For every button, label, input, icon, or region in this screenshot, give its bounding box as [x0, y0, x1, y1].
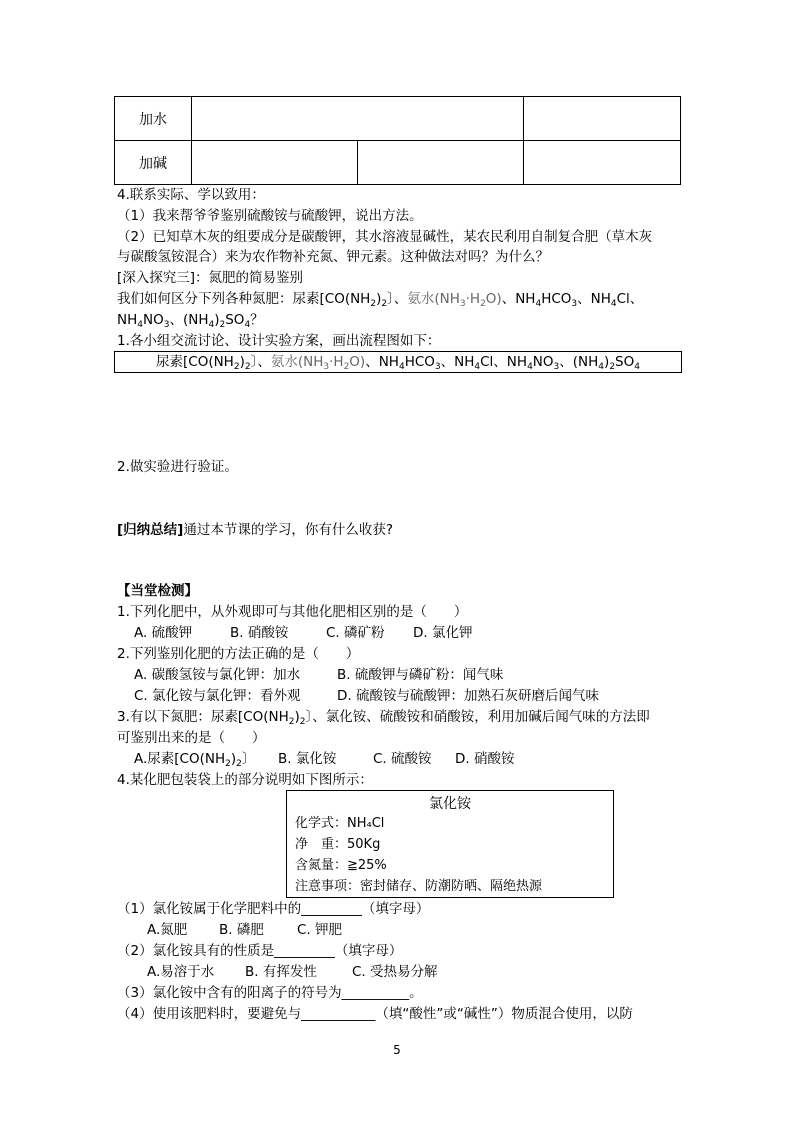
section4-heading: 4.联系实际、学以致用： [117, 187, 265, 203]
sub1-option-a: A.氮肥 [147, 922, 188, 938]
test-question-4: 4.某化肥包装袋上的部分说明如下图所示： [117, 772, 373, 788]
q2-option-b: B. 硫酸钾与磷矿粉：闻气味 [337, 667, 504, 683]
table-cell [192, 97, 524, 141]
test-question-2: 2.下列鉴别化肥的方法正确的是（ ） [117, 646, 360, 662]
explore3-step1: 1.各小组交流讨论、设计实验方案，画出流程图如下： [117, 333, 441, 349]
test-question-3-line2: 可鉴别出来的是（ ） [117, 730, 266, 746]
row-label-add-base: 加碱 [115, 141, 192, 185]
q1-option-a: A. 硫酸钾 [134, 625, 193, 641]
table-cell [524, 97, 681, 141]
fertilizer-label-box [286, 790, 614, 898]
experiment-table [114, 96, 681, 185]
q3-option-b: B. 氯化铵 [278, 751, 337, 767]
section4-question-2-line2: 与碳酸氢铵混合）来为农作物补充氮、钾元素。这种做法对吗？为什么？ [117, 249, 549, 265]
table-cell [524, 141, 681, 185]
explore3-step2: 2.做实验进行验证。 [117, 459, 238, 475]
label-formula: 化学式：NH₄Cl [295, 816, 385, 831]
label-title: 氯化铵 [429, 796, 471, 812]
sub2-option-b: B. 有挥发性 [245, 964, 317, 980]
label-weight: 净 重：50Kg [295, 837, 381, 852]
section4-question-1: （1）我来帮爷爷鉴别硫酸铵与硫酸钾，说出方法。 [117, 208, 423, 224]
q4-sub-3: （3）氯化铵中含有的阳离子的符号为__________。 [117, 985, 423, 1001]
label-notes: 注意事项：密封储存、防潮防晒、隔绝热源 [295, 879, 543, 894]
sub1-option-c: C. 钾肥 [297, 922, 343, 938]
section4-question-2-line1: （2）已知草木灰的组要成分是碳酸钾，其水溶液显碱性，某农民利用自制复合肥（草木灰 [117, 229, 653, 245]
page-number: 5 [393, 1043, 401, 1057]
test-question-3-line1: 3.有以下氮肥：尿素[$CO(NH_2)_2$〕、氯化铵、硫酸铵和硝酸铵，利用加碱后闻气味的方法即 [117, 709, 650, 727]
sub2-option-c: C. 受热易分解 [352, 964, 438, 980]
explore3-question-line2: $NH_4NO_3$、$(NH_4)_2SO_4$？ [117, 312, 264, 330]
sub1-option-b: B. 磷肥 [219, 922, 264, 938]
summary-label: [归纳总结] [117, 522, 184, 538]
table-row [115, 141, 681, 185]
summary-text: 通过本节课的学习，你有什么收获? [183, 522, 394, 538]
q1-option-b: B. 硝酸铵 [230, 625, 289, 641]
q2-option-a: A. 碳酸氢铵与氯化钾：加水 [134, 667, 301, 683]
table-cell [358, 141, 524, 185]
label-nitrogen: 含氮量：≧25% [295, 858, 387, 873]
q1-option-c: C. 磷矿粉 [326, 625, 385, 641]
q3-option-d: D. 硝酸铵 [455, 751, 515, 767]
table-row [115, 97, 681, 141]
q3-option-a: A.尿素[$CO(NH_2)_2$〕 [134, 751, 256, 769]
q4-sub-1: （1）氯化铵属于化学肥料中的_________（填字母） [117, 901, 430, 917]
fertilizer-list-box: 尿素[$CO(NH_2)_2$〕、氨水$(NH_3\cdot H_2O)$、$NH_4HCO_3$、$NH_4Cl$、$NH_4NO_3$、$(NH_4)_2SO_4$ [114, 351, 682, 373]
q2-option-d: D. 硫酸铵与硫酸钾：加熟石灰研磨后闻气味 [337, 688, 599, 704]
q3-option-c: C. 硫酸铵 [373, 751, 432, 767]
test-question-1: 1.下列化肥中，从外观即可与其他化肥相区别的是（ ） [117, 604, 468, 620]
sub2-option-a: A.易溶于水 [147, 964, 215, 980]
q1-option-d: D. 氯化钾 [413, 625, 473, 641]
explore3-heading: [深入探究三]：氮肥的简易鉴别 [117, 270, 304, 286]
q4-sub-2: （2）氯化铵具有的性质是_________（填字母） [117, 943, 403, 959]
table-cell [192, 141, 358, 185]
test-heading: 【当堂检测】 [117, 583, 198, 599]
q4-sub-4: （4）使用该肥料时，要避免与___________（填“酸性”或“碱性”）物质混合使用，以防 [117, 1006, 633, 1022]
row-label-add-water: 加水 [115, 97, 192, 141]
summary-line [117, 521, 393, 540]
q2-option-c: C. 氯化铵与氯化钾：看外观 [134, 688, 301, 704]
explore3-question-line1: 我们如何区分下列各种氮肥：尿素[$CO(NH_2)_2$〕、氨水$(NH_3\cdot H_2O)$、$NH_4HCO_3$、$NH_4Cl$、 [117, 291, 644, 309]
